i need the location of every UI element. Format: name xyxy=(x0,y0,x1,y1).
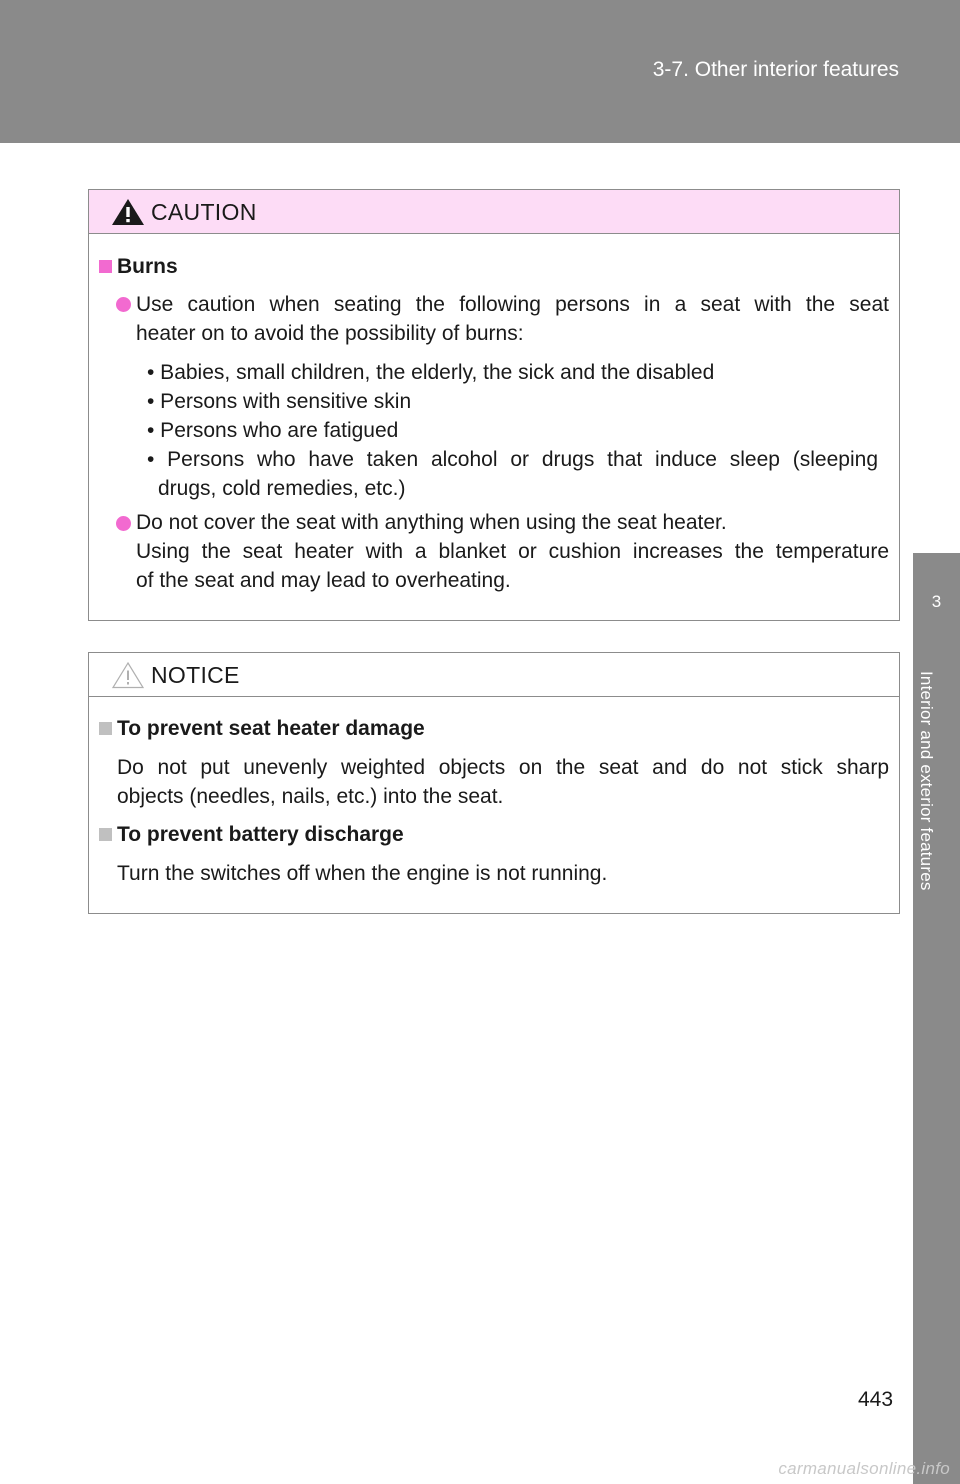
notice-title: NOTICE xyxy=(151,662,240,688)
caution-bullet1-line2: heater on to avoid the possibility of burns: xyxy=(136,322,524,345)
watermark: carmanualsonline.info xyxy=(778,1459,950,1478)
caution-bullet2-line2: Using the seat heater with a blanket or cushion increases the temperature xyxy=(136,540,889,563)
caution-heading: Burns xyxy=(117,255,178,278)
caution-bullet1-line1: Use caution when seating the following persons in a seat with the seat xyxy=(136,293,889,316)
caution-box xyxy=(88,189,900,621)
header-band xyxy=(0,0,960,143)
caution-header xyxy=(89,190,899,234)
warning-triangle-outline-icon xyxy=(111,661,145,689)
caution-bullet2-line1: Do not cover the seat with anything when using the seat heater. xyxy=(136,511,727,534)
caution-bullet2-line3: of the seat and may lead to overheating. xyxy=(136,569,511,592)
section-title: 3-7. Other interior features xyxy=(652,58,899,81)
chapter-title-tab xyxy=(913,655,960,1484)
notice-header xyxy=(89,653,899,697)
notice-text-line: objects (needles, nails, etc.) into the seat. xyxy=(117,785,504,808)
notice-text-line: Do not put unevenly weighted objects on the seat and do not stick sharp xyxy=(117,756,889,779)
caution-subitem-continuation: drugs, cold remedies, etc.) xyxy=(158,477,406,500)
notice-heading: To prevent battery discharge xyxy=(117,823,404,846)
caution-subitem: • Persons with sensitive skin xyxy=(147,390,412,413)
notice-heading: To prevent seat heater damage xyxy=(117,717,425,740)
notice-box xyxy=(88,652,900,914)
chapter-number: 3 xyxy=(931,592,942,611)
heading-square-icon xyxy=(99,722,112,735)
caution-subitem: • Babies, small children, the elderly, the sick and the disabled xyxy=(147,361,715,384)
bullet-dot-icon xyxy=(116,516,131,531)
chapter-number-tab xyxy=(913,553,960,655)
bullet-dot-icon xyxy=(116,297,131,312)
warning-triangle-filled-icon xyxy=(111,198,145,226)
heading-square-icon xyxy=(99,828,112,841)
caution-subitem: • Persons who have taken alcohol or drugs that induce sleep (sleeping xyxy=(147,448,878,471)
caution-subitem: • Persons who are fatigued xyxy=(147,419,399,442)
heading-square-icon xyxy=(99,260,112,273)
notice-text-line: Turn the switches off when the engine is not running. xyxy=(117,862,608,885)
chapter-title: Interior and exterior features xyxy=(917,671,936,891)
caution-title: CAUTION xyxy=(151,199,257,225)
page-number: 443 xyxy=(858,1388,894,1411)
